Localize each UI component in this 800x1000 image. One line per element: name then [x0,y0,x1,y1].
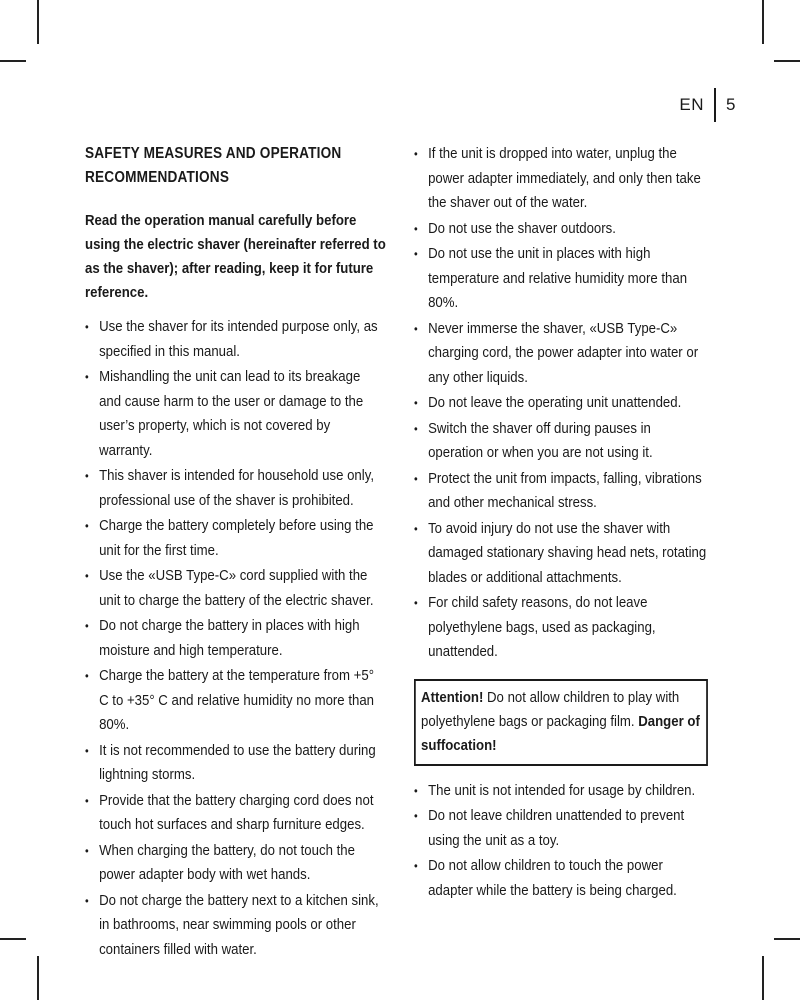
list-item: • Mishandling the unit can lead to its breakage and cause harm to the user or damage to the user’s property, which is not covered by warranty. [85,365,386,463]
list-item: • Do not charge the battery next to a kitchen sink, in bathrooms, near swimming pools or other containers filled with water. [85,889,386,963]
list-item: • If the unit is dropped into water, unplug the power adapter immediately, and only then take the shaver out of the water. [414,142,708,216]
list-item: • Do not leave the operating unit unattended. [414,391,708,416]
crop-mark-bottom-left-vertical [37,956,39,1000]
list-item: • To avoid injury do not use the shaver with damaged stationary shaving head nets, rotating blades or additional attachments. [414,517,708,591]
list-item: • Never immerse the shaver, «USB Type-C» charging cord, the power adapter into water or any other liquids. [414,317,708,391]
list-item: • It is not recommended to use the battery during lightning storms. [85,739,386,788]
danger-warning: Danger of suffocation! [421,712,700,754]
left-column [85,142,386,963]
list-item: • Use the shaver for its intended purpose only, as specified in this manual. [85,315,386,364]
child-safety-list [414,779,708,904]
intro-paragraph: Read the operation manual carefully before using the electric shaver (hereinafter referred to as the shaver); after reading, keep it for future reference. [85,212,386,301]
list-item: • Provide that the battery charging cord does not touch hot surfaces and sharp furniture edges. [85,789,386,838]
list-item: • This shaver is intended for household use only, professional use of the shaver is prohibited. [85,464,386,513]
right-safety-list [414,142,708,665]
list-item: • Do not charge the battery in places with high moisture and high temperature. [85,614,386,663]
list-item: • Charge the battery at the temperature from +5° C to +35° C and relative humidity no more than 80%. [85,664,386,738]
list-item: • The unit is not intended for usage by children. [414,779,708,804]
crop-mark-bottom-right-vertical [762,956,764,1000]
list-item: • Switch the shaver off during pauses in operation or when you are not using it. [414,417,708,466]
crop-mark-top-left-vertical [37,0,39,44]
list-item: • When charging the battery, do not touch the power adapter body with wet hands. [85,839,386,888]
crop-mark-bottom-right-horizontal [774,938,800,940]
attention-notice-box [414,679,708,766]
page-number: 5 [726,95,736,114]
crop-mark-top-right-horizontal [774,60,800,62]
list-item: • Do not use the unit in places with high temperature and relative humidity more than 80%. [414,242,708,316]
section-title: SAFETY MEASURES AND OPERATION RECOMMENDATIONS [85,145,342,186]
list-item: • Do not use the shaver outdoors. [414,217,708,242]
attention-text: Do not allow children to play with polyethylene bags or packaging film. [421,688,680,730]
attention-label: Attention! [421,688,484,706]
list-item: • Do not allow children to touch the power adapter while the battery is being charged. [414,854,708,903]
list-item: • Protect the unit from impacts, falling, vibrations and other mechanical stress. [414,467,708,516]
list-item: • Use the «USB Type-C» cord supplied with the unit to charge the battery of the electric shaver. [85,564,386,613]
left-safety-list [85,315,386,962]
list-item: • Do not leave children unattended to prevent using the unit as a toy. [414,804,708,853]
list-item: • Charge the battery completely before using the unit for the first time. [85,514,386,563]
page-header [679,88,736,122]
crop-mark-bottom-left-horizontal [0,938,26,940]
right-column [414,142,708,904]
list-item: • For child safety reasons, do not leave polyethylene bags, used as packaging, unattended. [414,591,708,665]
crop-mark-top-left-horizontal [0,60,26,62]
crop-mark-top-right-vertical [762,0,764,44]
language-code: EN [679,95,705,114]
